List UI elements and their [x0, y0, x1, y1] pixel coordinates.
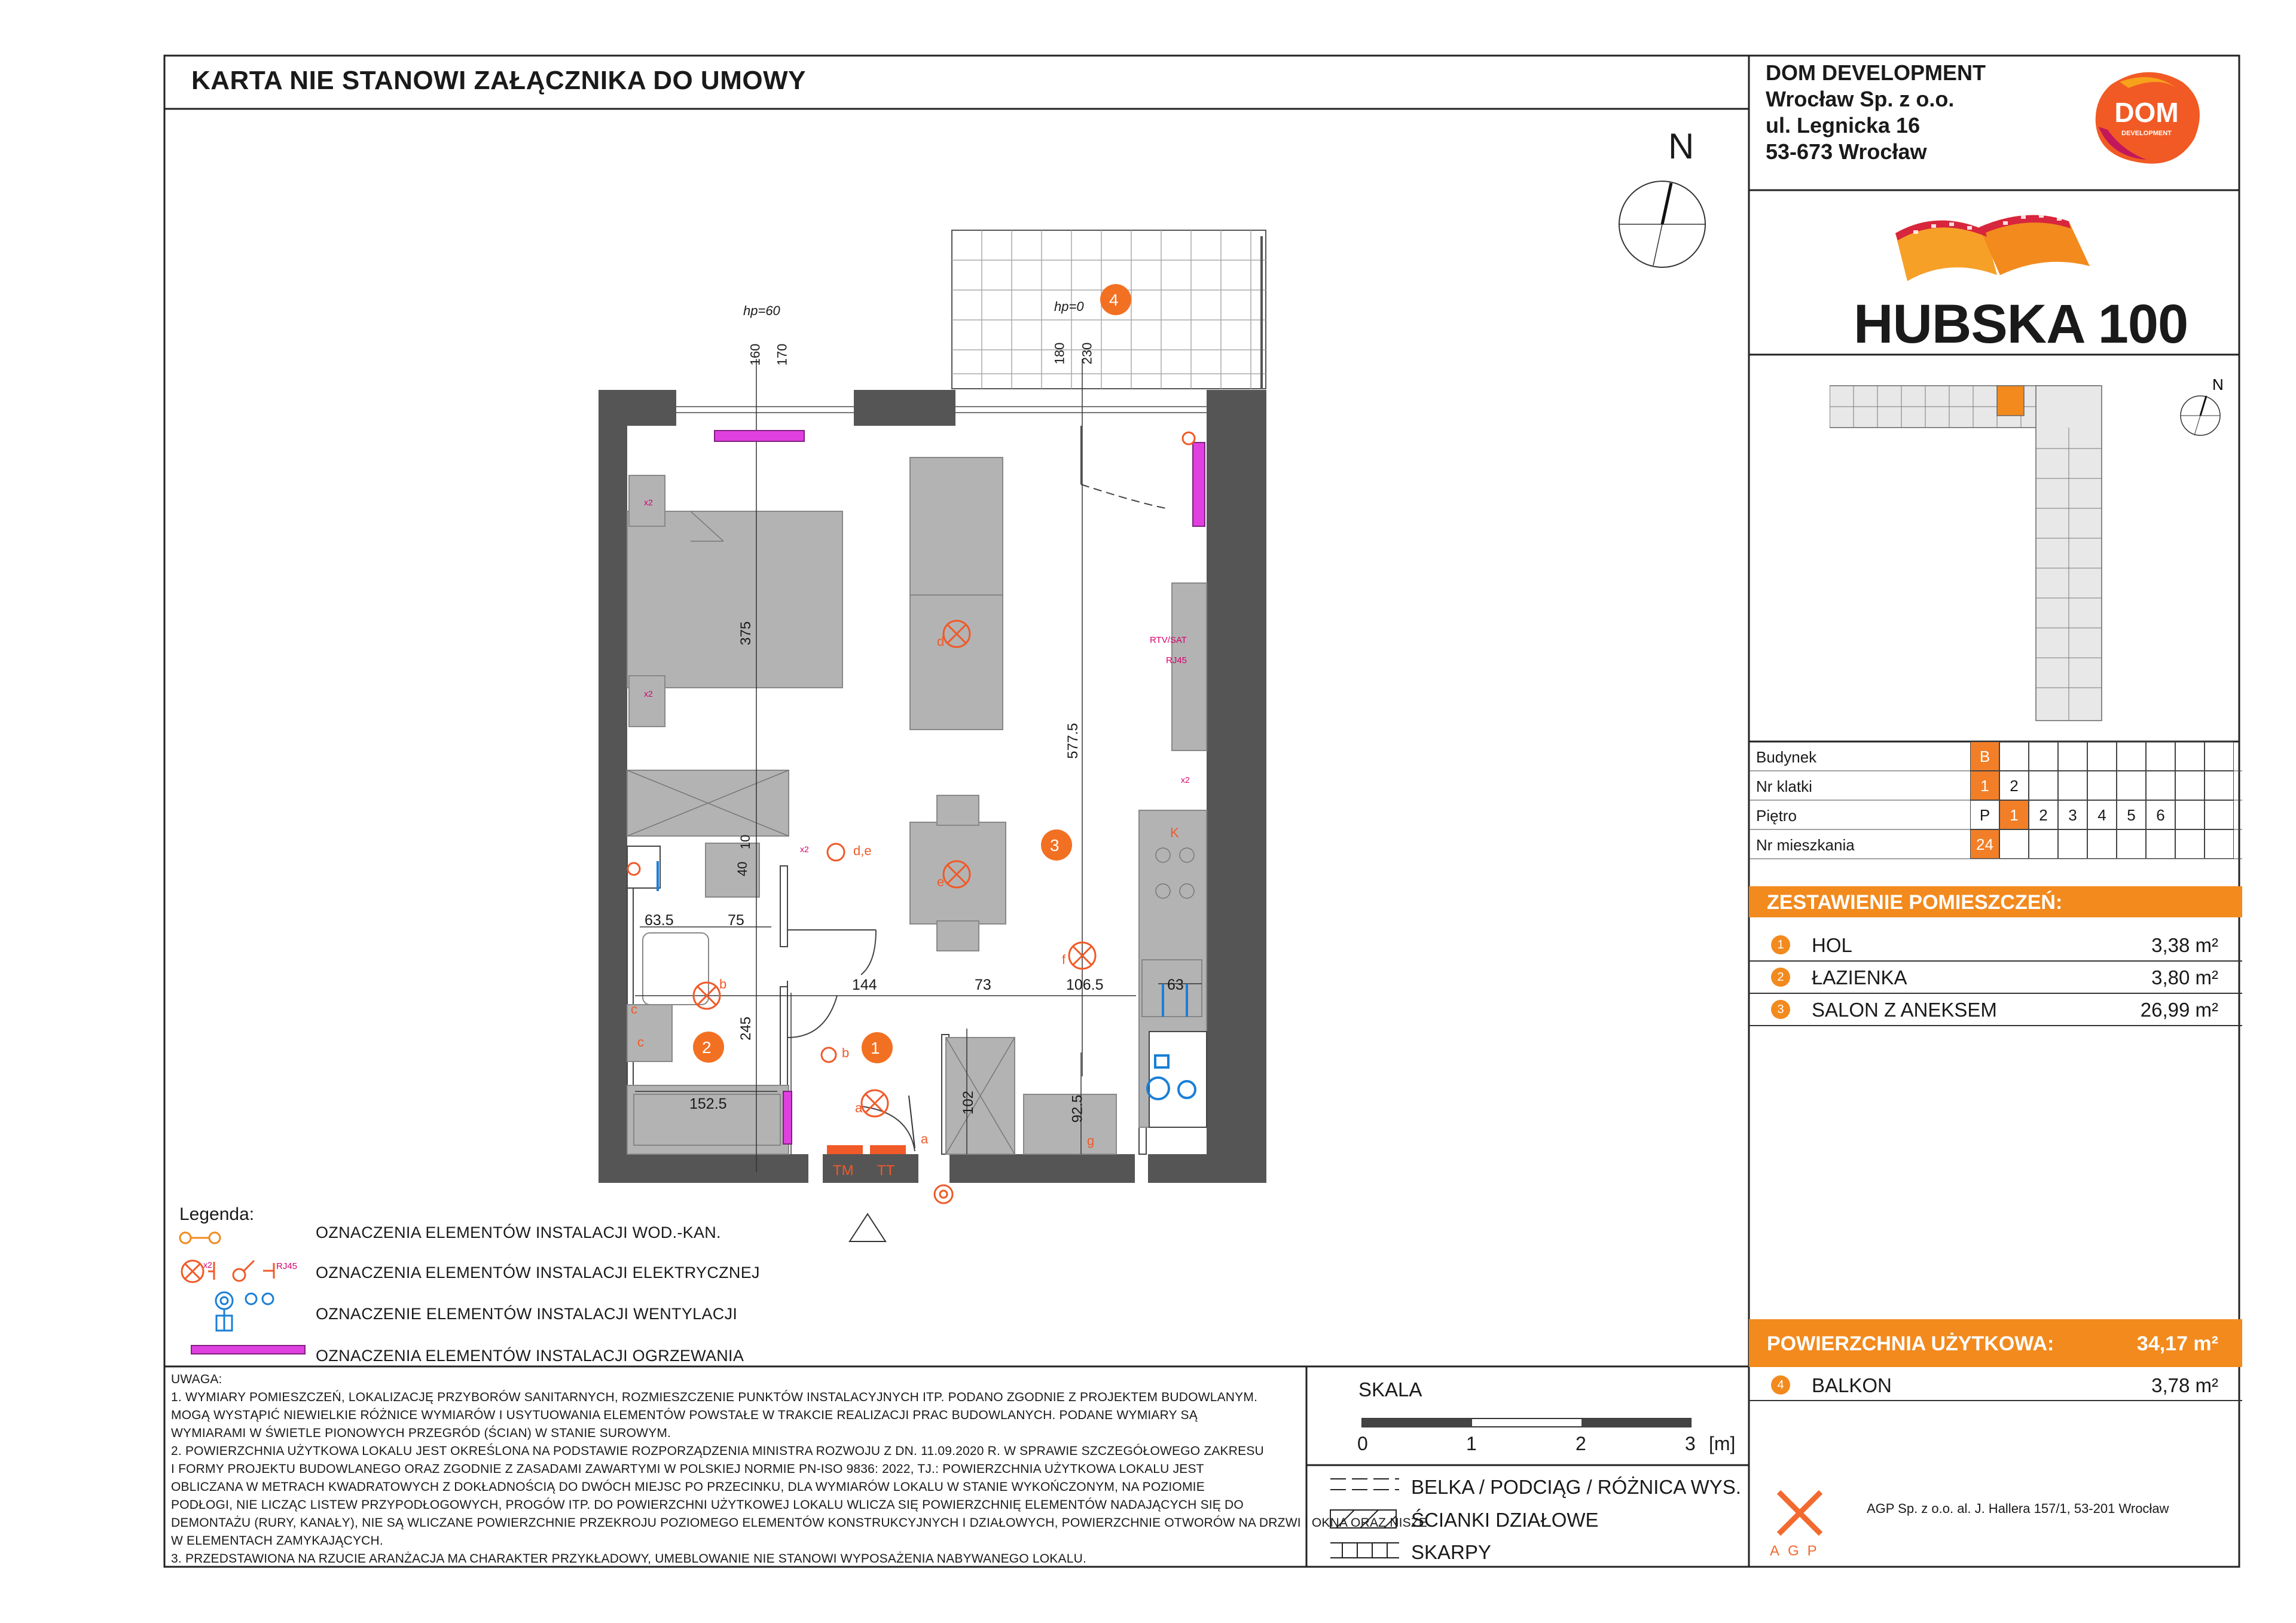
dimension-label: hp=60	[743, 303, 780, 318]
info-label: Budynek	[1756, 748, 1817, 766]
scale-tick: 2	[1576, 1433, 1586, 1454]
electric-label: K	[1170, 825, 1179, 840]
room-badge: 2	[1771, 968, 1790, 987]
dimension-label: 92.5	[1069, 1094, 1086, 1123]
info-cell: 5	[2117, 800, 2146, 829]
info-label: Nr klatki	[1756, 777, 1812, 795]
dimension-label: 152.5	[689, 1096, 727, 1112]
electric-label: a	[921, 1131, 929, 1146]
dimension-label: 73	[975, 977, 991, 993]
thermostat-panels	[827, 1145, 906, 1154]
tv-cabinet	[1172, 583, 1207, 751]
chair	[937, 921, 979, 951]
chair	[937, 795, 979, 825]
info-cell: 1	[1970, 771, 1999, 800]
info-cell: 1	[1999, 800, 2029, 829]
info-cell: P	[1970, 800, 1999, 829]
disclaimer-title: KARTA NIE STANOWI ZAŁĄCZNIKA DO UMOWY	[191, 66, 806, 95]
dimension-label: 10	[738, 834, 753, 850]
room-marker-label: 3	[1050, 836, 1060, 855]
info-cell: 2	[1999, 771, 2029, 800]
heating-icon	[191, 1346, 305, 1354]
info-cell: 2	[2029, 800, 2058, 829]
electric-label: d,e	[853, 843, 872, 858]
scale-bar	[1357, 1414, 1692, 1432]
water-drain-icon	[180, 1232, 220, 1243]
note-line: DEMONTAŻU (RURY, KANAŁY), NIE SĄ WLICZANE POWIERZCHNIE PRZEKROJU POZIOMEGO ELEMENTÓW KONSTRUKCYJNYCH I DZIAŁOWYCH, POWIERZCHNIE OTWORÓW NA DRZWI I OKNA ORAZ NISZE	[171, 1516, 1428, 1530]
note-line: 1. WYMIARY POMIESZCZEŃ, LOKALIZACJĘ PRZYBORÓW SANITARNYCH, ROZMIESZCZENIE PUNKTÓW INSTALACYJNYCH ITP. PODANO ZGODNIE Z PROJEKTEM BUDOWLANYM.	[171, 1390, 1258, 1404]
info-cell: 3	[2058, 800, 2087, 829]
room-name: ŁAZIENKA	[1812, 966, 1907, 989]
architect-address: AGP Sp. z o.o. al. J. Hallera 157/1, 53-201 Wrocław	[1867, 1501, 2169, 1516]
note-line: WYMIARAMI W ŚWIETLE PIONOWYCH PRZEGRÓD (ŚCIAN) W STANIE SUROWYM.	[171, 1426, 671, 1440]
dimension-label: 160	[747, 343, 763, 366]
toilet-box	[706, 843, 759, 897]
electric-label: f	[1062, 952, 1066, 967]
room-area: 26,99 m²	[2140, 999, 2218, 1021]
dimension-label: 75	[728, 912, 744, 929]
north-label: N	[1668, 126, 1694, 166]
room-area: 3,78 m²	[2151, 1374, 2218, 1396]
note-line: I FORMY PROJEKTU BUDOWLANEGO ORAZ ZGODNIE Z ZASADAMI ZAWARTYMI W POLSKIEJ NORMIE PN-ISO 9836: 2022, TJ.: POWIERZCHNIA UŻYTKOWA LOKALU JEST	[171, 1462, 1204, 1476]
scale-label: SKALA	[1358, 1378, 1422, 1401]
note-line: W ELEMENTACH ZAMYKAJĄCYCH.	[171, 1534, 383, 1548]
dimension-label: 230	[1079, 342, 1095, 365]
keyplan-north-label: N	[2212, 377, 2224, 393]
legend-symbols	[173, 1220, 317, 1357]
room-badge: 1	[1771, 935, 1790, 954]
electric-label: b	[719, 977, 727, 992]
room-name: SALON Z ANEKSEM	[1812, 999, 1997, 1021]
symbol-label: ŚCIANKI DZIAŁOWE	[1411, 1509, 1599, 1531]
thermostat-label: TT	[877, 1163, 895, 1179]
legend-rj45-label: RJ45	[276, 1261, 298, 1271]
info-label: Nr mieszkania	[1756, 836, 1855, 854]
legend-item: OZNACZENIA ELEMENTÓW INSTALACJI OGRZEWANIA	[316, 1347, 744, 1365]
info-cell: 24	[1970, 829, 1999, 859]
electric-label: e	[937, 874, 945, 889]
electric-label: g	[1087, 1133, 1095, 1148]
note-line: 2. POWIERZCHNIA UŻYTKOWA LOKALU JEST OKREŚLONA NA PODSTAWIE ROZPORZĄDZENIA MINISTRA ROZWOJU Z DN. 11.09.2020 R. W SPRAWIE SZCZEGÓŁOWEGO ZAKRESU	[171, 1444, 1264, 1458]
info-cell: 4	[2087, 800, 2117, 829]
socket-x2-label: x2	[1181, 775, 1190, 785]
developer-street: ul. Legnicka 16	[1766, 113, 1921, 138]
dimension-label: 40	[735, 861, 750, 877]
agp-mark: AGP	[1770, 1543, 1825, 1559]
ventilation-icon	[216, 1292, 273, 1331]
room-name: HOL	[1812, 934, 1852, 956]
room-marker-label: 1	[871, 1039, 880, 1057]
dimension-label: 170	[774, 343, 790, 366]
usable-area-value: 34,17 m²	[2136, 1332, 2218, 1355]
room-badge: 4	[1771, 1375, 1790, 1395]
electrical-icon	[182, 1261, 274, 1282]
dimension-label: 63	[1167, 977, 1184, 993]
legend-title: Legenda:	[179, 1204, 255, 1224]
rooms-heading: ZESTAWIENIE POMIESZCZEŃ:	[1767, 891, 2063, 914]
developer-name: DOM DEVELOPMENT	[1766, 60, 1986, 85]
electric-label: a	[855, 1100, 863, 1115]
room-name: BALKON	[1812, 1374, 1892, 1396]
socket-x2-label: x2	[800, 844, 809, 854]
dimension-label: 577.5	[1065, 722, 1082, 759]
electric-label: c	[637, 1035, 644, 1050]
note-line: OBLICZANA W METRACH KWADRATOWYCH Z DOKŁADNOŚCIĄ DO DWÓCH MIEJSC PO PRZECINKU, DLA WYMIARÓW LOKALU W STANIE WYKOŃCZONYM, NA POZIOMIE	[171, 1480, 1205, 1494]
note-line: PODŁOGI, NIE LICZĄC LISTEW PRZYPODŁOGOWYCH, PROGÓW ITP. DO POWIERZCHNI UŻYTKOWEJ LOKALU WLICZA SIĘ POWIERZCHNIĘ ELEMENTÓW NADAJĄCYCH SIĘ DO	[171, 1498, 1244, 1512]
legend-x2-label: x2	[203, 1260, 212, 1270]
room-marker-label: 2	[702, 1038, 712, 1057]
scale-tick: 1	[1466, 1433, 1477, 1454]
entrance-marker-icon	[850, 1214, 886, 1241]
agp-logo-icon	[1776, 1489, 1824, 1537]
legend-item: OZNACZENIE ELEMENTÓW INSTALACJI WENTYLACJI	[316, 1305, 738, 1323]
scale-tick: 0	[1357, 1433, 1368, 1454]
electric-label: d	[937, 634, 945, 649]
scale-unit: [m]	[1709, 1433, 1736, 1454]
info-cell: B	[1970, 742, 1999, 771]
room-marker-label: 4	[1109, 291, 1119, 309]
dimension-label: 375	[738, 621, 755, 646]
thermostat-label: TM	[833, 1163, 854, 1179]
room-area: 3,38 m²	[2151, 934, 2218, 956]
logo-text: DOM	[2114, 97, 2179, 128]
room-badge: 3	[1771, 1000, 1790, 1019]
socket-x2-label: x2	[644, 498, 653, 507]
legend-item: OZNACZENIA ELEMENTÓW INSTALACJI ELEKTRYCZNEJ	[316, 1264, 760, 1282]
sofa	[910, 457, 1003, 730]
bed	[627, 511, 842, 688]
symbol-icons	[1327, 1474, 1405, 1564]
info-cell: 6	[2146, 800, 2175, 829]
note-line: 3. PRZEDSTAWIONA NA RZUCIE ARANŻACJA MA CHARAKTER PRZYKŁADOWY, UMEBLOWANIE NIE STANOWI WYPOSAŻENIA NABYWANEGO LOKALU.	[171, 1552, 1087, 1566]
dimension-label: 106.5	[1066, 977, 1104, 993]
developer-company: Wrocław Sp. z o.o.	[1766, 87, 1955, 111]
legend-item: OZNACZENIA ELEMENTÓW INSTALACJI WOD.-KAN.	[316, 1224, 721, 1241]
dimension-label: 180	[1052, 342, 1067, 365]
project-name: HUBSKA 100	[1854, 294, 2188, 355]
symbol-label: BELKA / PODCIĄG / RÓŻNICA WYS.	[1411, 1476, 1741, 1498]
electric-label: b	[842, 1045, 850, 1060]
dimension-label: 63.5	[645, 912, 674, 929]
scale-tick: 3	[1685, 1433, 1696, 1454]
rtv-sat-label: RTV/SAT	[1150, 635, 1187, 645]
dimension-label: 102	[960, 1090, 977, 1115]
room-area: 3,80 m²	[2151, 966, 2218, 989]
symbol-label: SKARPY	[1411, 1541, 1491, 1563]
note-line: UWAGA:	[171, 1372, 222, 1386]
note-line: MOGĄ WYSTĄPIĆ NIEWIELKIE RÓŻNICE WYMIARÓW I USYTUOWANIA ELEMENTÓW POWSTAŁE W TRAKCIE REALIZACJI PRAC BUDOWLANYCH. PODANE WYMIARY SĄ	[171, 1408, 1198, 1422]
rj45-label: RJ45	[1166, 655, 1187, 666]
logo-subtext: DEVELOPMENT	[2121, 130, 2172, 137]
developer-city: 53-673 Wrocław	[1766, 139, 1927, 164]
dimension-label: hp=0	[1054, 299, 1084, 314]
dimension-label: 245	[738, 1016, 755, 1041]
electric-label: c	[631, 1002, 637, 1017]
usable-area-label: POWIERZCHNIA UŻYTKOWA:	[1767, 1332, 2054, 1355]
dimension-label: 144	[852, 977, 877, 993]
nightstand	[629, 676, 665, 727]
socket-x2-label: x2	[644, 689, 653, 698]
info-label: Piętro	[1756, 807, 1797, 825]
